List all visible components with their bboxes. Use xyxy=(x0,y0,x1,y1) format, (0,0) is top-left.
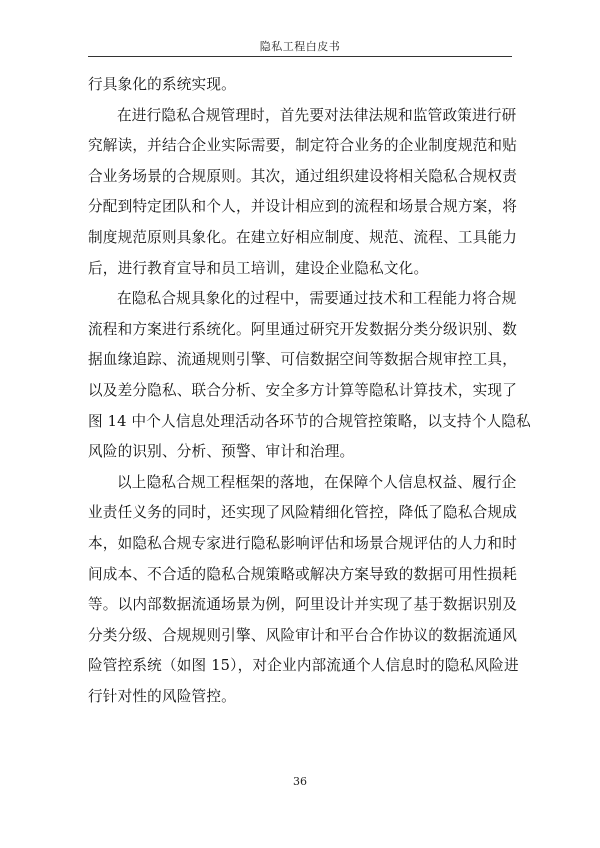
text-line: 流程和方案进行系统化。阿里通过研究开发数据分类分级识别、数 xyxy=(88,320,518,338)
text-line: 险管控系统（如图 15），对企业内部流通个人信息时的隐私风险进 xyxy=(88,657,519,675)
text-line: 图 14 中个人信息处理活动各环节的合规管控策略，以支持个人隐私 xyxy=(88,412,531,430)
text-line: 行针对性的风险管控。 xyxy=(88,687,236,705)
text-line: 分配到特定团队和个人，并设计相应到的流程和场景合规方案，将 xyxy=(88,198,518,216)
text-line: 据血缘追踪、流通规则引擎、可信数据空间等数据合规审控工具， xyxy=(88,351,518,369)
paragraph xyxy=(88,284,531,468)
header-divider xyxy=(88,56,512,57)
text-line: 合业务场景的合规原则。其次，通过组织建设将相关隐私合规权责 xyxy=(88,167,518,185)
text-line: 究解读，并结合企业实际需要，制定符合业务的企业制度规范和贴 xyxy=(88,137,518,155)
text-line: 间成本、不合适的隐私合规策略或解决方案导致的数据可用性损耗 xyxy=(88,565,518,583)
header-title: 隐私工程白皮书 xyxy=(259,40,341,53)
paragraph xyxy=(88,70,512,101)
text-line: 在隐私合规具象化的过程中，需要通过技术和工程能力将合规 xyxy=(117,290,517,308)
text-line: 以及差分隐私、联合分析、安全多方计算等隐私计算技术，实现了 xyxy=(88,381,518,399)
text-line: 风险的识别、分析、预警、审计和治理。 xyxy=(88,443,355,461)
page-number: 36 xyxy=(293,775,307,788)
text-line: 分类分级、合规规则引擎、风险审计和平台合作协议的数据流通风 xyxy=(88,626,518,644)
text-line: 业责任义务的同时，还实现了风险精细化管控，降低了隐私合规成 xyxy=(88,504,518,522)
paragraph xyxy=(88,468,519,713)
text-line: 以上隐私合规工程框架的落地，在保障个人信息权益、履行企 xyxy=(117,473,517,491)
paragraph xyxy=(88,101,518,285)
text-line: 等。以内部数据流通场景为例，阿里设计并实现了基于数据识别及 xyxy=(88,596,518,614)
text-line: 在进行隐私合规管理时，首先要对法律法规和监管政策进行研 xyxy=(117,106,517,124)
text-line: 后，进行教育宣导和员工培训，建设企业隐私文化。 xyxy=(88,259,429,277)
text-line: 行具象化的系统实现。 xyxy=(88,76,236,93)
text-line: 制度规范原则具象化。在建立好相应制度、规范、流程、工具能力 xyxy=(88,228,518,246)
body-text xyxy=(88,70,531,712)
text-line: 本，如隐私合规专家进行隐私影响评估和场景合规评估的人力和时 xyxy=(88,534,518,552)
